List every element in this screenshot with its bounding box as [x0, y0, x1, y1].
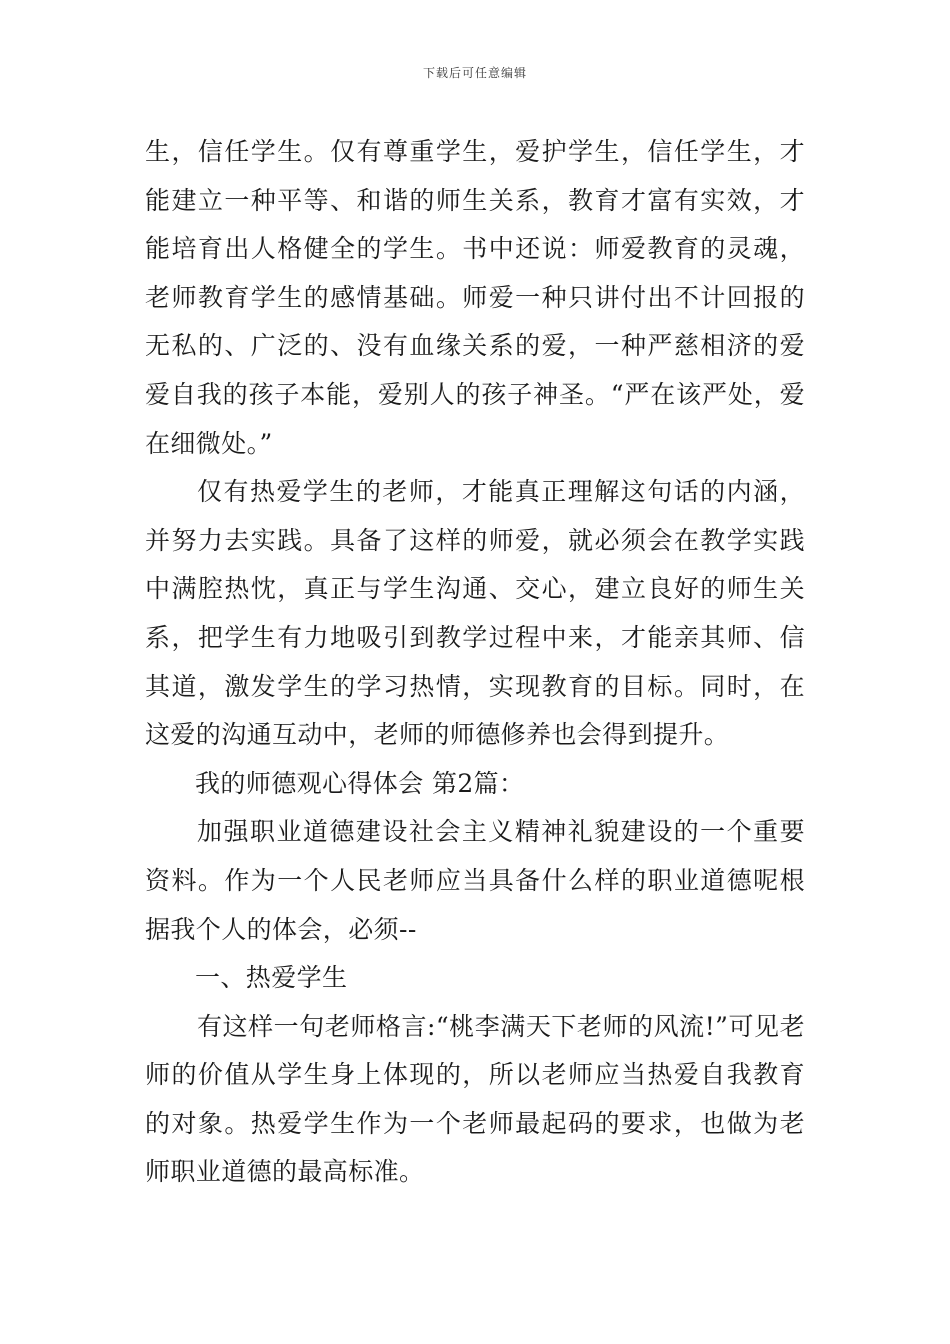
page-header: 下载后可任意编辑 — [422, 66, 527, 80]
paragraph-1: 生，信任学生。仅有尊重学生，爱护学生，信任学生，才能建立一种平等、和谐的师生关系，教育才富有实效，才能培育出人格健全的学生。书中还说：师爱教育的灵魂，老师教育学生的感情基础。师爱一种只讲付出不计回报的无私的、广泛的、没有血缘关系的爱，一种严慈相济的爱爱自我的孩子本能，爱别人的孩子神圣。“严在该严处，爱在细微处。” — [145, 137, 805, 458]
subsection-title: 一、热爱学生 — [195, 963, 348, 993]
paragraph-4: 有这样一句老师格言:“桃李满天下老师的风流!”可见老师的价值从学生身上体现的，所以老师应当热爱自我教育的对象。热爱学生作为一个老师最起码的要求，也做为老师职业道德的最高标准。 — [145, 1011, 805, 1187]
paragraph-2: 仅有热爱学生的老师，才能真正理解这句话的内涵，并努力去实践。具备了这样的师爱，就必须会在教学实践中满腔热忱，真正与学生沟通、交心，建立良好的师生关系，把学生有力地吸引到教学过程中来，才能亲其师、信其道，激发学生的学习热情，实现教育的目标。同时，在这爱的沟通互动中，老师的师德修养也会得到提升。 — [145, 477, 805, 750]
document-body — [145, 128, 805, 1197]
paragraph-3: 加强职业道德建设社会主义精神礼貌建设的一个重要资料。作为一个人民老师应当具备什么样的职业道德呢根据我个人的体会，必须-- — [145, 817, 805, 944]
section-title: 我的师德观心得体会 第2篇： — [195, 768, 525, 798]
